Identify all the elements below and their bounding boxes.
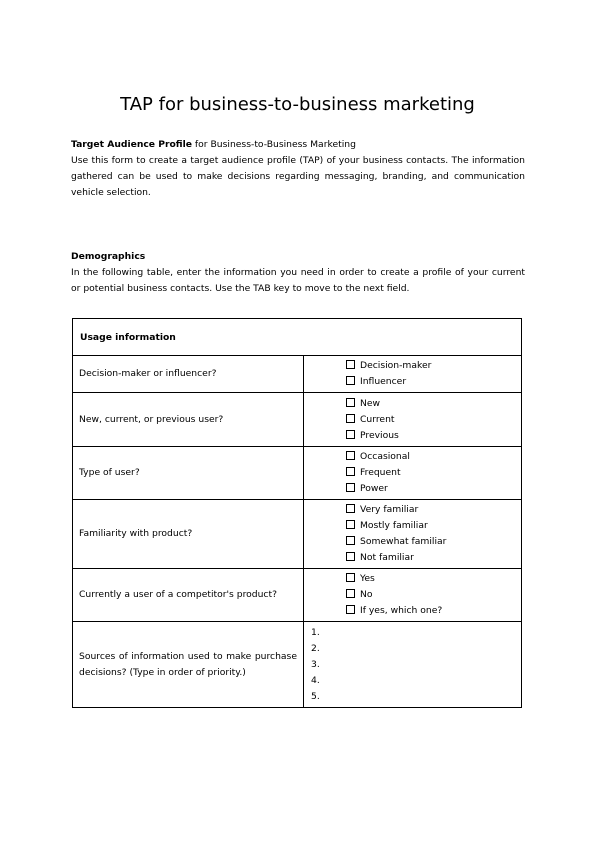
options-cell bbox=[304, 356, 522, 393]
intro-heading-line bbox=[71, 137, 525, 153]
question-cell: Type of user? bbox=[73, 447, 304, 500]
table-row bbox=[73, 569, 522, 622]
table-row bbox=[73, 393, 522, 447]
demographics-heading: Demographics bbox=[71, 251, 146, 262]
numbered-entry[interactable]: 4. bbox=[311, 674, 320, 686]
question-cell: Familiarity with product? bbox=[73, 500, 304, 569]
checkbox-label: Power bbox=[360, 483, 388, 494]
checkbox-option[interactable] bbox=[346, 571, 521, 587]
checkbox-icon[interactable] bbox=[346, 536, 355, 545]
checkbox-label: New bbox=[360, 397, 381, 409]
page-title: TAP for business-to-business marketing bbox=[120, 94, 475, 115]
table-row bbox=[73, 356, 522, 393]
checkbox-icon[interactable] bbox=[346, 605, 355, 614]
checkbox-icon[interactable] bbox=[346, 573, 355, 582]
checkbox-label: If yes, which one? bbox=[360, 605, 443, 616]
checkbox-option[interactable] bbox=[346, 518, 521, 534]
checkbox-option[interactable] bbox=[346, 502, 521, 518]
options-cell bbox=[304, 569, 522, 622]
checkbox-option[interactable] bbox=[346, 428, 521, 444]
checkbox-option[interactable] bbox=[346, 550, 521, 566]
checkbox-label: Current bbox=[360, 413, 395, 425]
checkbox-icon[interactable] bbox=[346, 504, 355, 513]
checkbox-option[interactable] bbox=[346, 465, 521, 481]
checkbox-icon[interactable] bbox=[346, 552, 355, 561]
numbered-entry[interactable]: 5. bbox=[311, 690, 320, 702]
question-cell: Currently a user of a competitor's product? bbox=[73, 569, 304, 622]
checkbox-option[interactable] bbox=[346, 481, 521, 497]
checkbox-icon[interactable] bbox=[346, 483, 355, 492]
intro-heading: Target Audience Profile bbox=[71, 139, 193, 150]
checkbox-option[interactable] bbox=[346, 396, 521, 412]
checkbox-label: Previous bbox=[360, 429, 399, 441]
checkbox-label: Yes bbox=[360, 573, 375, 584]
table-header: Usage information bbox=[73, 319, 522, 356]
sources-question-cell: Sources of information used to make purchase decisions? (Type in order of priority.) bbox=[73, 622, 304, 708]
table-row bbox=[73, 500, 522, 569]
checkbox-icon[interactable] bbox=[346, 414, 355, 423]
table-header-row bbox=[73, 319, 522, 356]
checkbox-label: Frequent bbox=[360, 467, 401, 478]
checkbox-option[interactable] bbox=[346, 449, 521, 465]
demographics-section bbox=[71, 249, 525, 297]
table-row-sources bbox=[73, 622, 522, 708]
checkbox-option[interactable] bbox=[346, 412, 521, 428]
checkbox-icon[interactable] bbox=[346, 430, 355, 439]
checkbox-label: Very familiar bbox=[360, 504, 419, 515]
usage-table bbox=[72, 318, 522, 708]
checkbox-label: Mostly familiar bbox=[360, 520, 428, 531]
options-cell bbox=[304, 393, 522, 447]
options-cell bbox=[304, 447, 522, 500]
checkbox-icon[interactable] bbox=[346, 589, 355, 598]
checkbox-option[interactable] bbox=[346, 587, 521, 603]
numbered-entry[interactable]: 3. bbox=[311, 658, 320, 670]
checkbox-option[interactable] bbox=[346, 534, 521, 550]
checkbox-option[interactable] bbox=[346, 358, 521, 374]
intro-heading-rest: for Business-to-Business Marketing bbox=[192, 139, 356, 150]
question-cell: Decision-maker or influencer? bbox=[73, 356, 304, 393]
checkbox-label: Influencer bbox=[360, 376, 407, 387]
numbered-entry[interactable]: 1. bbox=[311, 626, 320, 638]
checkbox-label: No bbox=[360, 589, 373, 600]
checkbox-icon[interactable] bbox=[346, 398, 355, 407]
checkbox-icon[interactable] bbox=[346, 467, 355, 476]
checkbox-icon[interactable] bbox=[346, 360, 355, 369]
checkbox-label: Not familiar bbox=[360, 552, 414, 563]
question-cell: New, current, or previous user? bbox=[73, 393, 304, 447]
checkbox-icon[interactable] bbox=[346, 376, 355, 385]
sources-answer-cell[interactable] bbox=[304, 622, 522, 708]
checkbox-option[interactable] bbox=[346, 603, 521, 619]
demographics-body: In the following table, enter the information you need in order to create a profile of your current or potential business contacts. Use the TAB key to move to the next field. bbox=[71, 267, 525, 294]
checkbox-label: Somewhat familiar bbox=[360, 536, 447, 547]
checkbox-label: Decision-maker bbox=[360, 360, 432, 371]
checkbox-option[interactable] bbox=[346, 374, 521, 390]
checkbox-icon[interactable] bbox=[346, 520, 355, 529]
intro-section bbox=[71, 137, 525, 201]
table-row bbox=[73, 447, 522, 500]
options-cell bbox=[304, 500, 522, 569]
checkbox-label: Occasional bbox=[360, 451, 410, 462]
intro-body: Use this form to create a target audience profile (TAP) of your business contacts. The information gathered can be used to make decisions regarding messaging, branding, and communication vehicle selection. bbox=[71, 155, 525, 198]
checkbox-icon[interactable] bbox=[346, 451, 355, 460]
numbered-entry[interactable]: 2. bbox=[311, 642, 320, 654]
